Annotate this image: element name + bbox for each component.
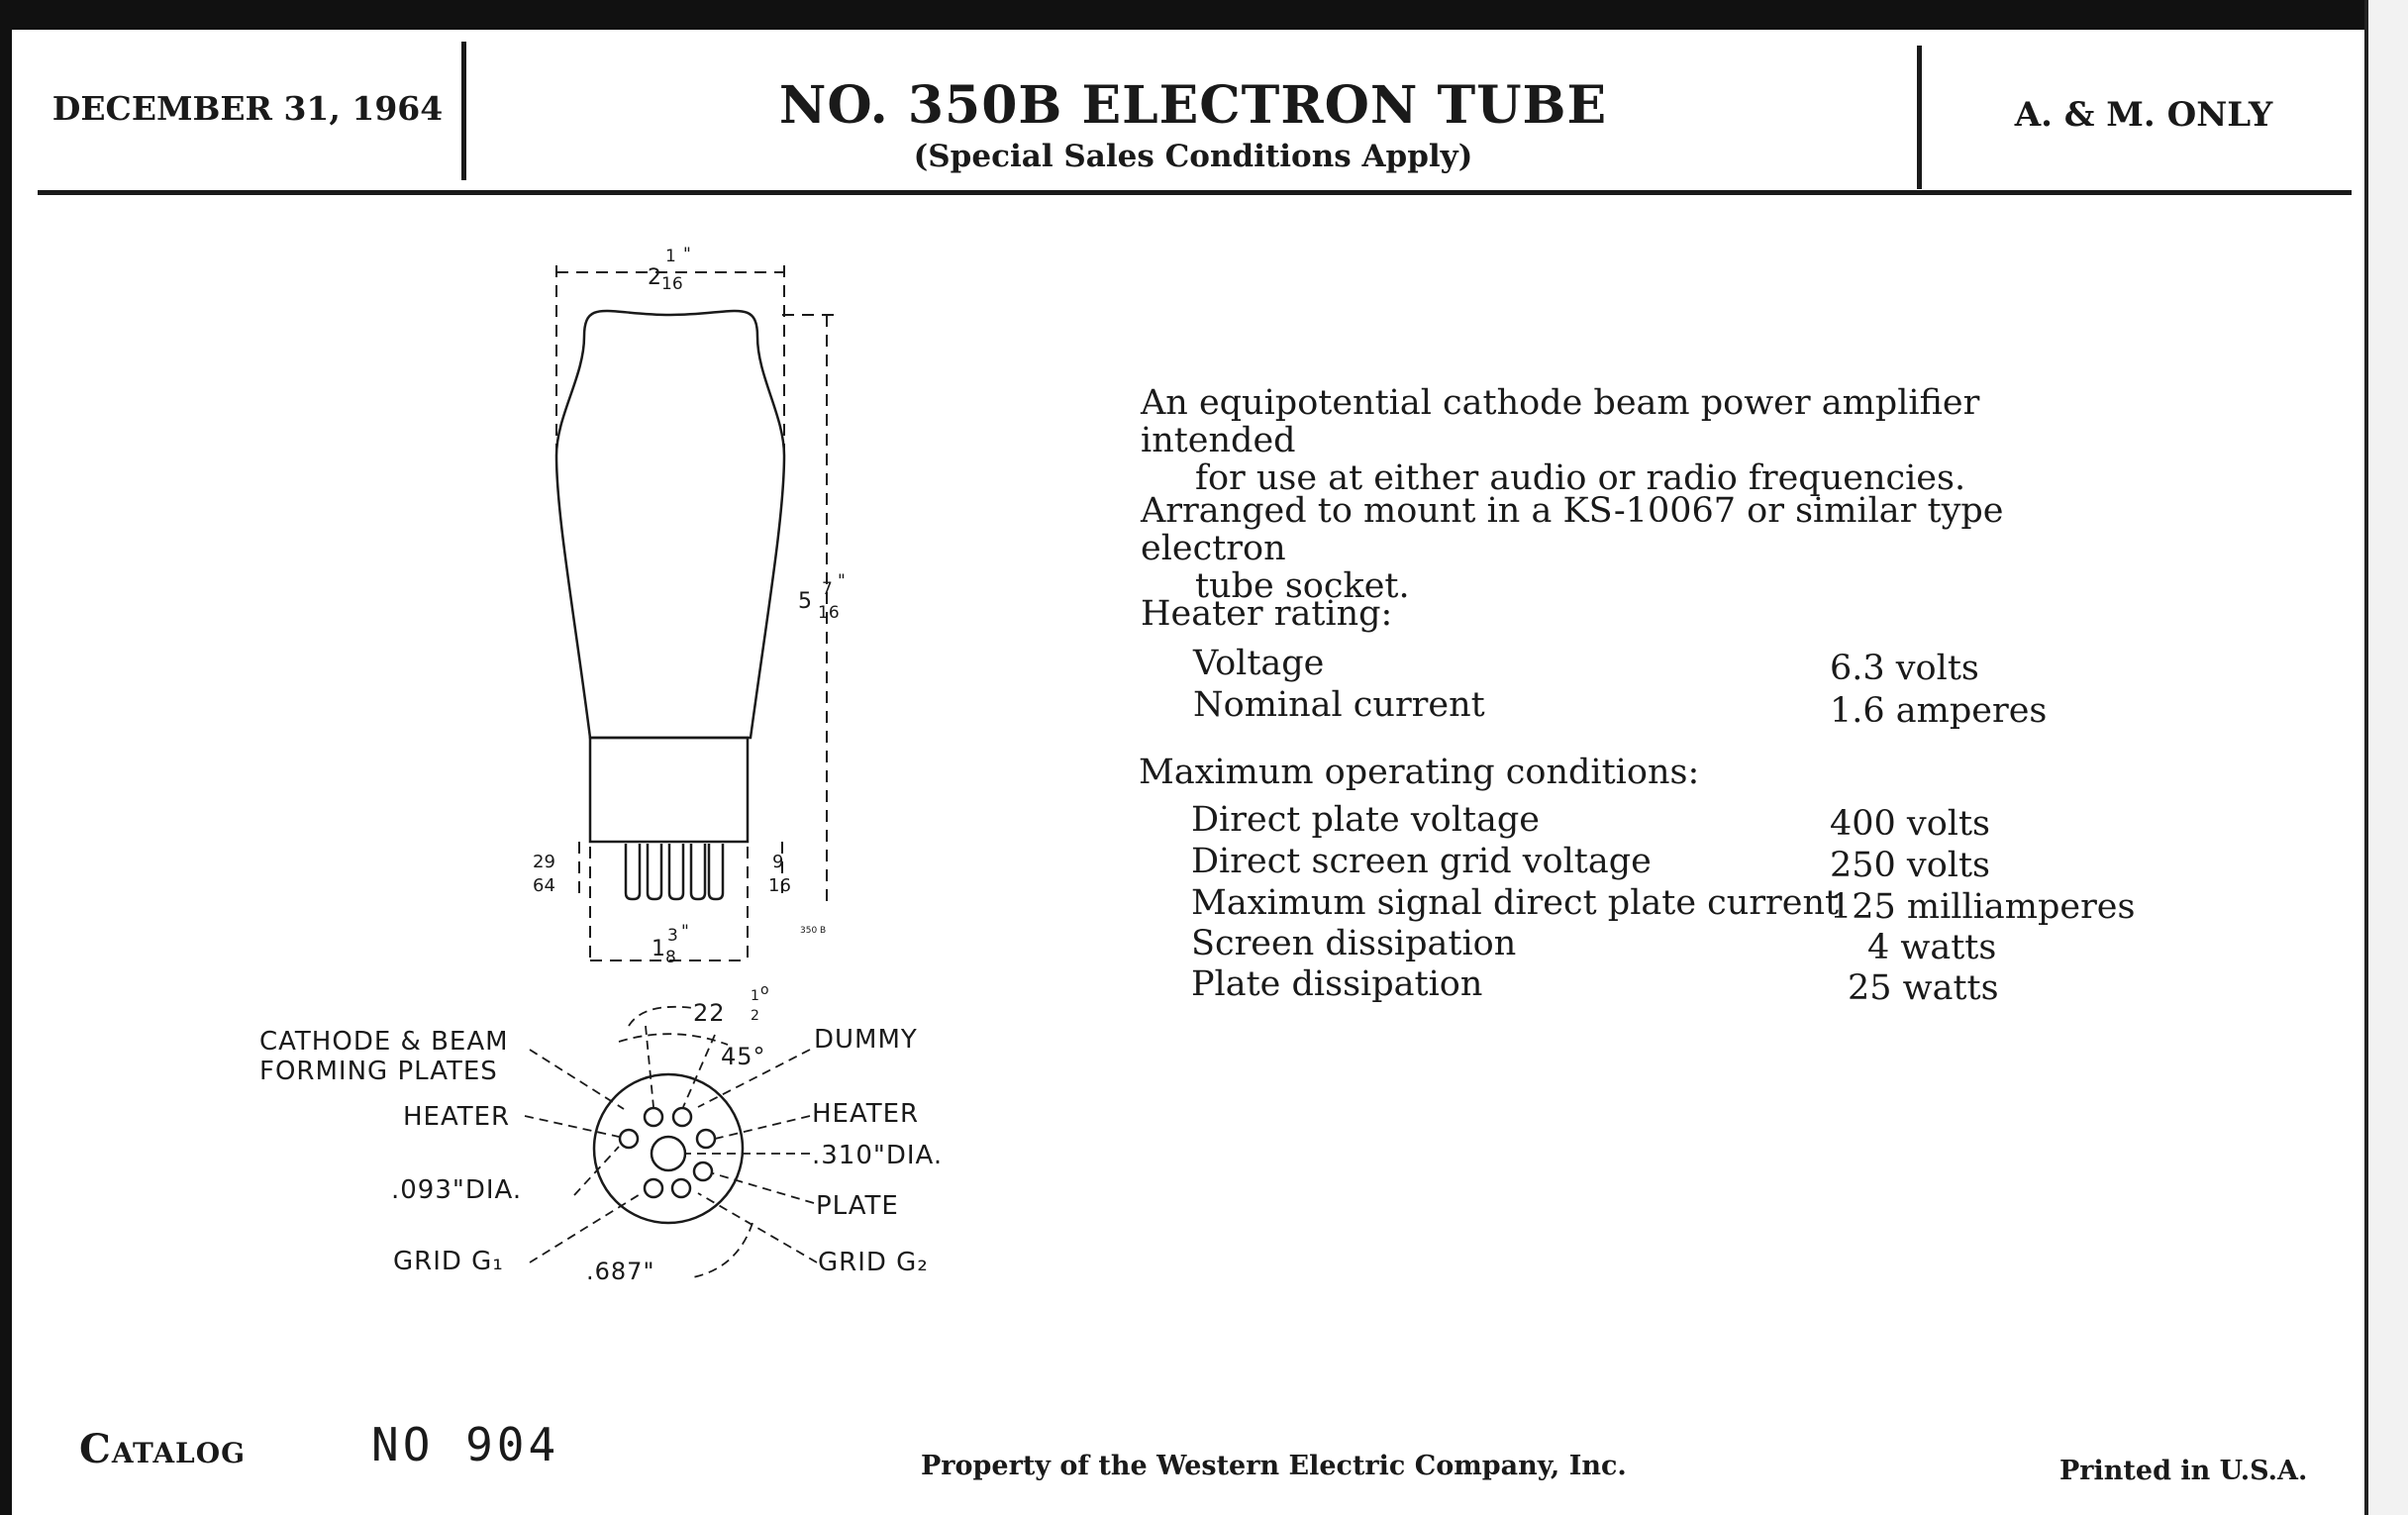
description-p2-line2: tube socket.	[1195, 566, 1410, 606]
spec-value: 1.6 amperes	[1830, 691, 2048, 731]
pin-hole	[645, 1179, 662, 1197]
property-notice: Property of the Western Electric Company, Inc.	[921, 1451, 1627, 1481]
description-p1-line1: An equipotential cathode beam power amplifier intended	[1141, 383, 1980, 460]
width-den: 16	[661, 274, 683, 294]
pin-hole	[672, 1179, 690, 1197]
label-cathode-line1: CATHODE & BEAM	[259, 1027, 509, 1057]
tube-pins	[626, 844, 723, 899]
pin-hole	[673, 1108, 691, 1126]
label-grid-g1: GRID G₁	[393, 1247, 504, 1276]
spec-name: Screen dissipation	[1191, 924, 1517, 963]
printed-notice: Printed in U.S.A.	[2059, 1456, 2308, 1486]
description-p1-line2: for use at either audio or radio frequencies.	[1195, 458, 1966, 498]
drawing-ref: 350 B	[800, 926, 827, 936]
catalog-label: Catalog	[79, 1426, 247, 1472]
base-whole: 1	[652, 937, 665, 961]
tube-drawing	[0, 0, 990, 1327]
label-dummy: DUMMY	[814, 1025, 918, 1055]
page-subtitle: (Special Sales Conditions Apply)	[913, 139, 1473, 174]
angle-small-num: 1	[751, 988, 760, 1004]
label-circle-diameter: .687"	[586, 1258, 655, 1285]
max-conditions-heading: Maximum operating conditions:	[1139, 753, 1700, 792]
spec-value: 125 milliamperes	[1830, 887, 2136, 927]
distribution-note: A. & M. ONLY	[2014, 95, 2273, 135]
spec-value: 6.3 volts	[1830, 649, 1979, 688]
spec-name: Direct plate voltage	[1191, 800, 1540, 840]
pin-hole	[694, 1162, 712, 1180]
angle-small-den: 2	[751, 1008, 760, 1024]
description-paragraph-2	[1141, 492, 2131, 605]
label-grid-g2: GRID G₂	[818, 1248, 929, 1277]
pin-hole	[620, 1130, 638, 1148]
page-title: NO. 350B ELECTRON TUBE	[778, 75, 1608, 136]
pin-right-den: 16	[768, 875, 791, 896]
tube-base	[590, 738, 748, 842]
angle-degree: o	[760, 982, 770, 998]
height-den: 16	[818, 603, 840, 623]
spec-name: Voltage	[1193, 644, 1325, 683]
header-date: DECEMBER 31, 1964	[51, 89, 444, 128]
heater-rating-heading: Heater rating:	[1141, 594, 1393, 634]
base-den: 8	[665, 948, 676, 967]
spec-name: Plate dissipation	[1191, 964, 1483, 1004]
inch-mark: "	[681, 922, 689, 942]
spec-name: Direct screen grid voltage	[1191, 842, 1652, 881]
description-paragraph-1	[1141, 384, 2131, 497]
spec-name: Nominal current	[1193, 685, 1485, 725]
catalog-number: NO 904	[371, 1418, 560, 1471]
label-cathode-line2: FORMING PLATES	[259, 1057, 498, 1086]
tube-envelope	[556, 311, 784, 738]
pin-right-num: 9	[772, 852, 784, 872]
scan-right-border	[2364, 0, 2408, 1515]
width-whole: 2	[648, 265, 661, 290]
spec-value: 250 volts	[1830, 846, 1990, 885]
spec-value: 4 watts	[1867, 928, 1997, 967]
spec-name: Maximum signal direct plate current	[1191, 883, 1840, 923]
label-plate: PLATE	[816, 1191, 899, 1221]
spec-value: 25 watts	[1848, 968, 1999, 1008]
label-heater-left: HEATER	[403, 1102, 511, 1132]
center-hole	[652, 1137, 685, 1170]
height-num: 7	[822, 579, 833, 599]
label-pin-diameter: .093"DIA.	[391, 1175, 523, 1205]
pin-left-num: 29	[533, 852, 555, 872]
base-num: 3	[667, 926, 678, 946]
pin-hole	[645, 1108, 662, 1126]
pin-left-den: 64	[533, 875, 555, 896]
label-heater-right: HEATER	[812, 1099, 920, 1129]
width-num: 1	[665, 247, 676, 266]
pin-hole	[697, 1130, 715, 1148]
inch-mark: "	[683, 245, 691, 264]
spec-value: 400 volts	[1830, 804, 1990, 844]
angle-large: 45°	[721, 1043, 766, 1070]
description-p2-line1: Arranged to mount in a KS-10067 or similar type electron	[1141, 491, 2004, 568]
label-hole-diameter: .310"DIA.	[812, 1141, 944, 1170]
angle-small-whole: 22	[693, 999, 726, 1027]
inch-mark: "	[838, 571, 846, 591]
height-whole: 5	[798, 589, 812, 614]
header-divider-right	[1917, 46, 1922, 189]
